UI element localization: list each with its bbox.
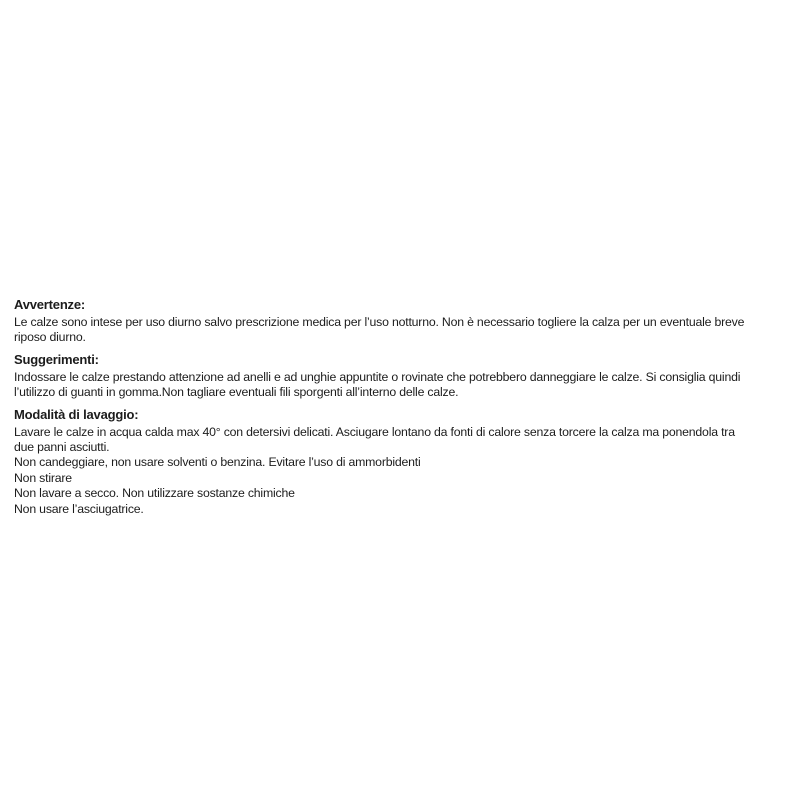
section-suggerimenti xyxy=(14,352,792,401)
text-line: due panni asciutti. xyxy=(14,440,110,455)
text-line: Non usare l’asciugatrice. xyxy=(14,501,144,516)
section-avvertenze xyxy=(14,297,792,346)
text-line: Le calze sono intese per uso diurno salvo prescrizione medica per l’uso notturno. Non è necessario togliere la calza per un eventuale breve xyxy=(14,315,745,329)
text-line: Non lavare a secco. Non utilizzare sostanze chimiche xyxy=(14,486,295,501)
text-line: Non candeggiare, non usare solventi o benzina. Evitare l’uso di ammorbidenti xyxy=(14,455,421,470)
text-line: riposo diurno. xyxy=(14,330,86,345)
section-modalita-di-lavaggio xyxy=(14,407,792,517)
text-line: Indossare le calze prestando attenzione ad anelli e ad unghie appuntite o rovinate che potrebbero danneggiare le calze. Si consiglia quindi xyxy=(14,369,741,384)
section-heading: Modalità di lavaggio: xyxy=(14,406,139,422)
section-heading: Avvertenze: xyxy=(14,297,86,312)
text-line: Non stirare xyxy=(14,470,72,485)
text-line: Lavare le calze in acqua calda max 40° con detersivi delicati. Asciugare lontano da fonti di calore senza torcere la calza ma ponendola tra xyxy=(14,424,735,439)
text-line: l’utilizzo di guanti in gomma.Non tagliare eventuali fili sporgenti all’interno delle calze. xyxy=(14,385,459,400)
section-heading: Suggerimenti: xyxy=(14,351,99,367)
